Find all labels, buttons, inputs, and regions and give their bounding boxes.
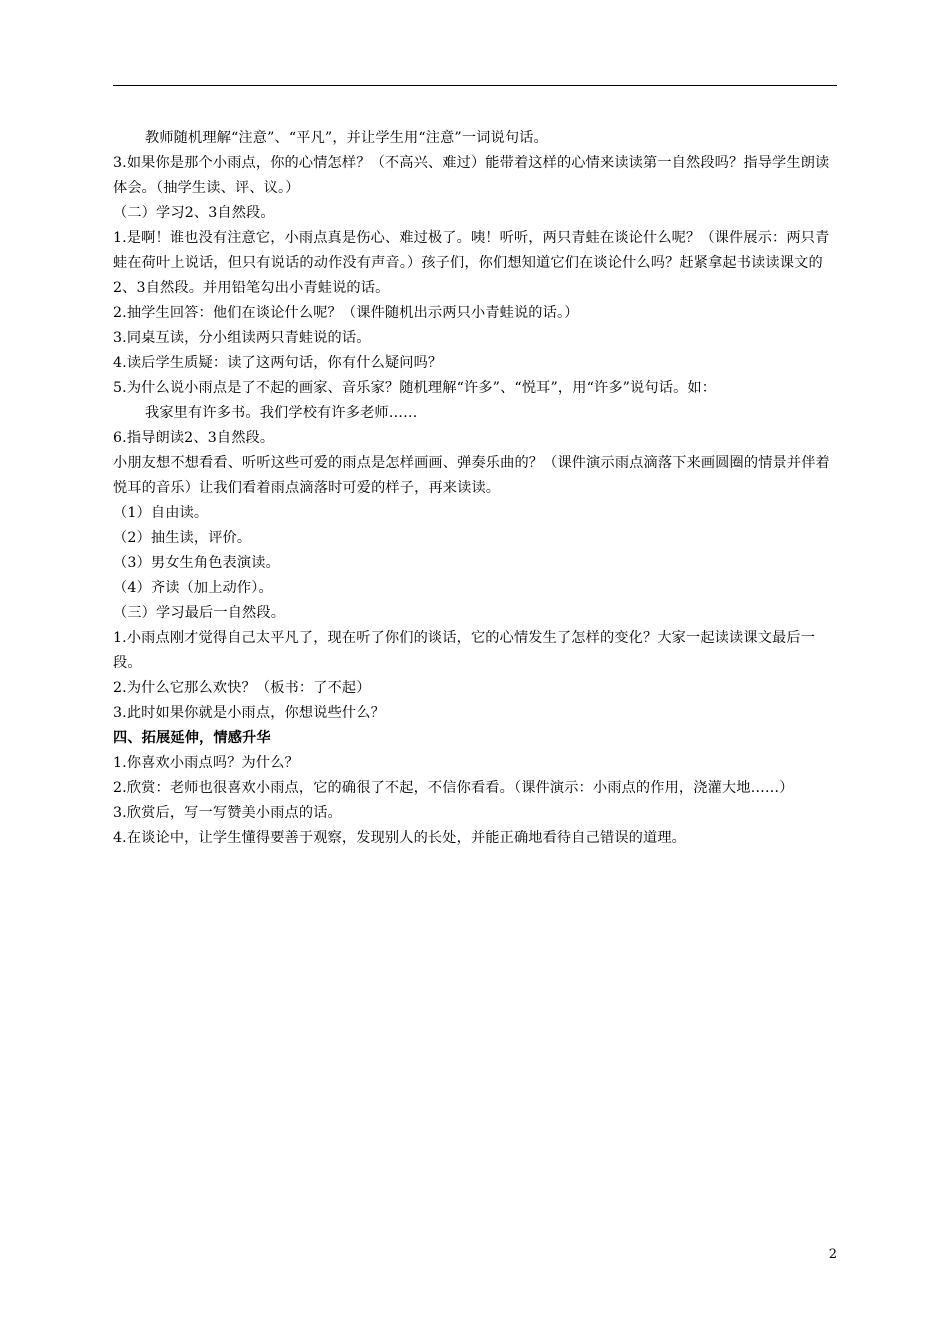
paragraph: 5.为什么说小雨点是了不起的画家、音乐家？随机理解“许多”、“悦耳”，用“许多”说句话。如： <box>113 380 717 396</box>
paragraph: 6.指导朗读2、3自然段。 <box>113 430 275 446</box>
list-item: （4）齐读（加上动作）。 <box>113 580 273 596</box>
paragraph: 4.读后学生质疑：读了这两句话，你有什么疑问吗？ <box>113 355 443 371</box>
section-heading: （二）学习2、3自然段。 <box>113 205 275 221</box>
section-heading: （三）学习最后一自然段。 <box>113 605 286 621</box>
header-rule <box>113 85 837 86</box>
paragraph: 1.你喜欢小雨点吗？为什么？ <box>113 755 299 771</box>
section-heading-bold: 四、拓展延伸，情感升华 <box>113 730 271 746</box>
paragraph: 1.小雨点刚才觉得自己太平凡了，现在听了你们的谈话，它的心情发生了怎样的变化？大家一起读读课文最后一段。 <box>113 630 816 671</box>
paragraph: 我家里有许多书。我们学校有许多老师…… <box>145 405 418 421</box>
paragraph: 2.欣赏：老师也很喜欢小雨点，它的确很了不起，不信你看看。（课件演示：小雨点的作用，浇灌大地……） <box>113 780 794 796</box>
paragraph: 3.如果你是那个小雨点，你的心情怎样？（不高兴、难过）能带着这样的心情来读读第一自然段吗？指导学生朗读体会。（抽学生读、评、议。） <box>113 155 830 196</box>
paragraph: 3.同桌互读，分小组读两只青蛙说的话。 <box>113 330 371 346</box>
paragraph: 3.欣赏后，写一写赞美小雨点的话。 <box>113 805 342 821</box>
paragraph: 2.为什么它那么欢快？（板书：了不起） <box>113 680 371 696</box>
list-item: （3）男女生角色表演读。 <box>113 555 280 571</box>
paragraph: 小朋友想不想看看、听听这些可爱的雨点是怎样画画、弹奏乐曲的？（课件演示雨点滴落下来画圆圈的情景并伴着悦耳的音乐）让我们看着雨点滴落时可爱的样子，再来读读。 <box>113 455 830 496</box>
paragraph: 4.在谈论中，让学生懂得要善于观察，发现别人的长处，并能正确地看待自己错误的道理。 <box>113 830 687 846</box>
paragraph: 1.是啊！谁也没有注意它，小雨点真是伤心、难过极了。咦！听听，两只青蛙在谈论什么呢？（课件展示：两只青蛙在荷叶上说话，但只有说话的动作没有声音。）孩子们，你们想知道它们在谈论什么吗？赶紧拿起书读读课文的2、3自然段。并用铅笔勾出小青蛙说的话。 <box>113 230 830 296</box>
page-content <box>113 126 837 851</box>
paragraph: 3.此时如果你就是小雨点，你想说些什么？ <box>113 705 385 721</box>
list-item: （2）抽生读，评价。 <box>113 530 252 546</box>
page-number: 2 <box>828 1247 837 1262</box>
paragraph: 教师随机理解“注意”、“平凡”，并让学生用“注意”一词说句话。 <box>145 130 548 146</box>
list-item: （1）自由读。 <box>113 505 209 521</box>
paragraph: 2.抽学生回答：他们在谈论什么呢？（课件随机出示两只小青蛙说的话。） <box>113 305 579 321</box>
